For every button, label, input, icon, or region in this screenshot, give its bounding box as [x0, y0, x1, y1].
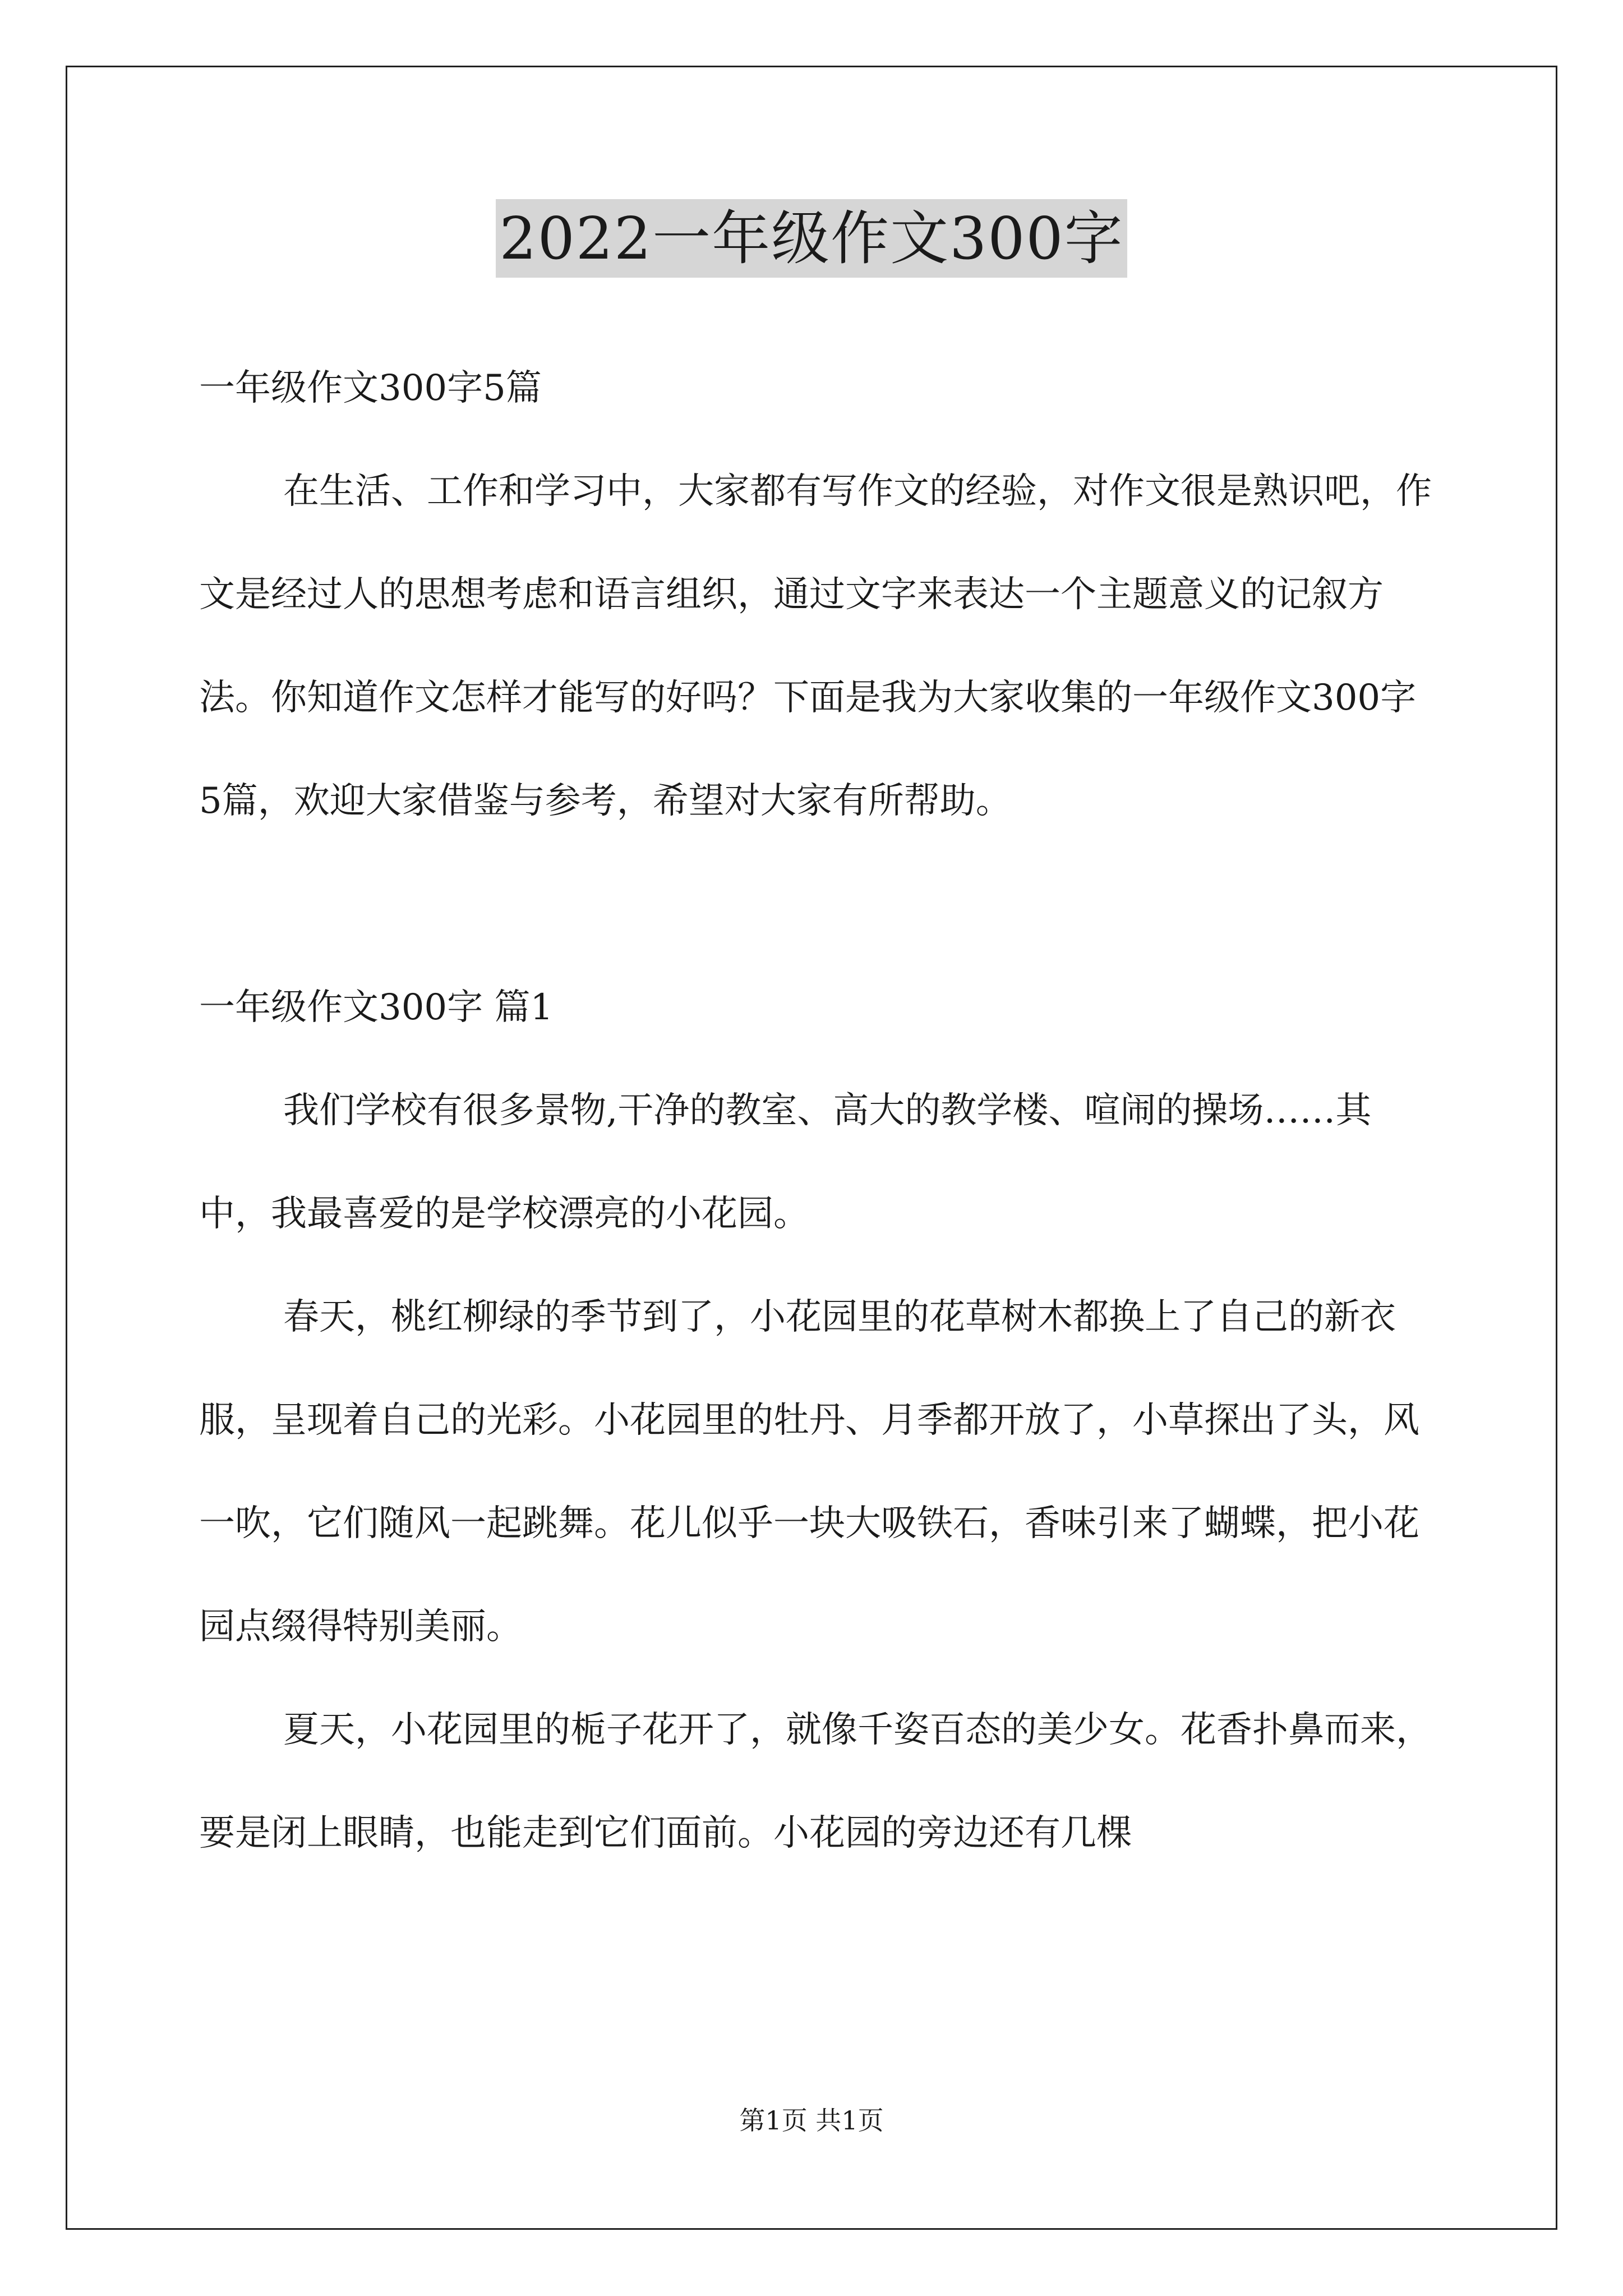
section-heading: 一年级作文300字 篇1 [199, 987, 554, 1028]
body-paragraph: 我们学校有很多景物,干净的教室、高大的教学楼、喧闹的操场……其中，我最喜爱的是学校漂亮的小花园。 [199, 1090, 1372, 1235]
title-wrap [0, 199, 1623, 278]
intro-paragraph: 在生活、工作和学习中，大家都有写作文的经验，对作文很是熟识吧，作文是经过人的思想考虑和语言组织，通过文字来表达一个主题意义的记叙方法。你知道作文怎样才能写的好吗？下面是我为大家收集的一年级作文300字5篇，欢迎大家借鉴与参考，希望对大家有所帮助。 [199, 471, 1432, 822]
body-paragraph: 春天，桃红柳绿的季节到了，小花园里的花草树木都换上了自己的新衣服，呈现着自己的光彩。小花园里的牡丹、月季都开放了，小草探出了头，风一吹，它们随风一起跳舞。花儿似乎一块大吸铁石，香味引来了蝴蝶，把小花园点缀得特别美丽。 [199, 1296, 1419, 1648]
document-body [199, 337, 1433, 1885]
intro-heading: 一年级作文300字5篇 [199, 367, 542, 409]
page-footer [0, 2104, 1623, 2137]
body-paragraph: 夏天，小花园里的栀子花开了，就像千姿百态的美少女。花香扑鼻而来，要是闭上眼睛，也能走到它们面前。小花园的旁边还有几棵 [199, 1709, 1432, 1854]
page-number: 第1页 共1页 [739, 2105, 884, 2136]
document-title: 2022一年级作文300字 [496, 199, 1127, 278]
section-spacer [199, 853, 1433, 956]
